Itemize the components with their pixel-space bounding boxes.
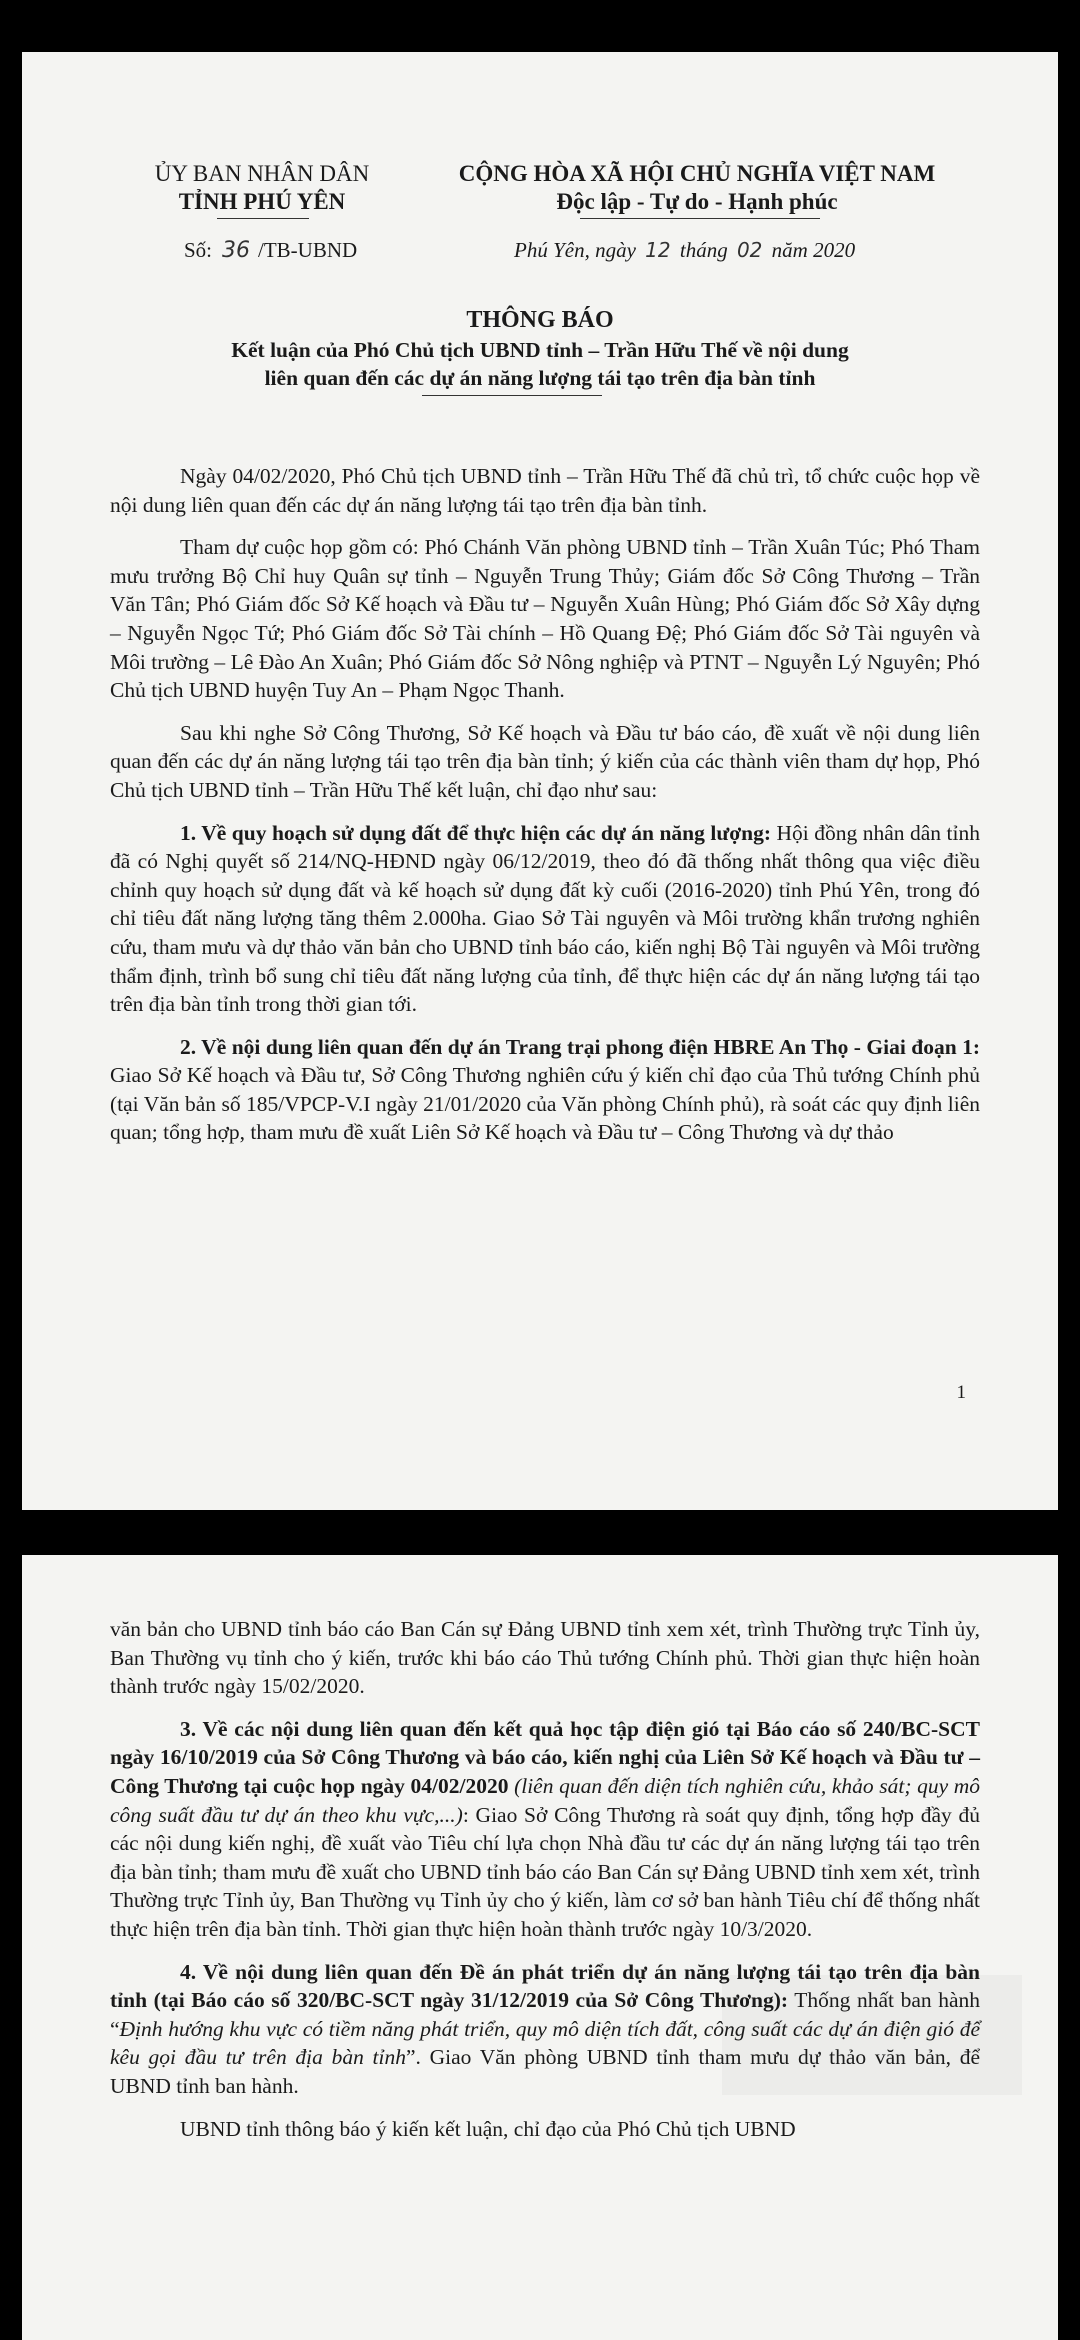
date-month-label: tháng (679, 238, 728, 262)
section-4-italic: Định hướng khu vực có tiềm năng phát triển, quy mô diện tích đất, công suất các dự án điện gió để kêu gọi đầu tư trên địa bàn tỉnh (110, 2016, 980, 2070)
issuer-underline (217, 218, 309, 219)
document-title: THÔNG BÁO (466, 307, 614, 333)
issuer-line-1: ỦY BAN NHÂN DÂN (154, 161, 370, 186)
subtitle-line-2: liên quan đến các dự án năng lượng tái tạo trên địa bàn tỉnh (264, 366, 816, 390)
doc-number-suffix: /TB-UBND (258, 238, 358, 262)
section-4-body-a: Thống nhất ban hành “ (110, 1988, 980, 2041)
date-day-handwritten: 12 (645, 238, 671, 262)
section-3-heading: 3. Về các nội dung liên quan đến kết quả học tập điện gió tại Báo cáo số 240/BC-SCT ngày 16/10/2019 của Sở Công Thương và báo cáo, kiến nghị của Liên Sở Kế hoạch và Đầu tư – Công Thương tại cuộc họp ngày 04/02/2020 (110, 1716, 980, 1798)
section-2-body: Giao Sở Kế hoạch và Đầu tư, Sở Công Thương nghiên cứu ý kiến chỉ đạo của Thủ tướng Chính phủ (tại Văn bản số 185/VPCP-V.I ngày 21/01/2020 của Văn phòng Chính phủ), rà soát các quy định liên quan; tổng hợp, tham mưu đề xuất Liên Sở Kế hoạch và Đầu tư – Công Thương và dự thảo (110, 1063, 980, 1145)
section-3 (110, 1715, 980, 1944)
national-header (432, 160, 962, 216)
page-number: 1 (956, 1382, 966, 1403)
page-1-body (110, 462, 980, 1161)
section-2-heading: 2. Về nội dung liên quan đến dự án Trang trại phong điện HBRE An Thọ - Giai đoạn 1: (180, 1034, 980, 1059)
closing-paragraph-partial: UBND tỉnh thông báo ý kiến kết luận, chỉ đạo của Phó Chủ tịch UBND (180, 2116, 796, 2141)
motto-underline (580, 218, 820, 219)
section-4-body-b: ”. Giao Văn phòng UBND tỉnh tham mưu dự thảo văn bản, để UBND tỉnh ban hành. (110, 2045, 981, 2098)
date-year: năm 2020 (771, 238, 856, 262)
section-3-italic: (liên quan đến diện tích nghiên cứu, khảo sát; quy mô công suất đầu tư dự án theo khu vực,...) (110, 1773, 980, 1827)
national-title: CỘNG HÒA XÃ HỘI CHỦ NGHĨA VIỆT NAM (458, 161, 936, 186)
paragraph-continuation: văn bản cho UBND tỉnh báo cáo Ban Cán sự Đảng UBND tỉnh xem xét, trình Thường trực Tỉnh ủy, Ban Thường vụ tỉnh cho ý kiến, trước khi báo cáo Thủ tướng Chính phủ. Thời gian thực hiện hoàn thành trước ngày 15/02/2020. (110, 1617, 980, 1699)
issuer-block (152, 160, 372, 216)
subtitle-underline (422, 395, 602, 396)
doc-number-prefix: Số: (184, 238, 213, 262)
page-2-body (110, 1615, 980, 2157)
section-1 (110, 819, 980, 1019)
section-2 (110, 1033, 980, 1147)
doc-number-handwritten: 36 (222, 238, 251, 263)
document-page-1 (22, 52, 1058, 1510)
section-3-body: : Giao Sở Công Thương rà soát quy định, tổng hợp đầy đủ các nội dung kiến nghị, đề xuất vào Tiêu chí lựa chọn Nhà đầu tư các dự án năng lượng tái tạo trên địa bàn tỉnh; tham mưu đề xuất cho UBND tỉnh báo cáo Ban Cán sự Đảng UBND tỉnh xem xét, trình Thường trực Tỉnh ủy, Ban Thường vụ Tỉnh ủy cho ý kiến, làm cơ sở ban hành Tiêu chí để thống nhất thực hiện trên địa bàn tỉnh. Thời gian thực hiện hoàn thành trước ngày 10/3/2020. (110, 1802, 980, 1941)
document-page-2 (22, 1555, 1058, 2340)
paragraph-meeting-intro: Ngày 04/02/2020, Phó Chủ tịch UBND tỉnh – Trần Hữu Thế đã chủ trì, tổ chức cuộc họp về nội dung liên quan đến các dự án năng lượng tái tạo trên địa bàn tỉnh. (110, 464, 980, 517)
section-1-body: Hội đồng nhân dân tỉnh đã có Nghị quyết số 214/NQ-HĐND ngày 06/12/2019, theo đó đã thống nhất thông qua việc điều chỉnh quy hoạch sử dụng đất và kế hoạch sử dụng đất kỳ cuối (2016-2020) tỉnh Phú Yên, trong đó chỉ tiêu đất năng lượng tăng thêm 2.000ha. Giao Sở Tài nguyên và Môi trường khẩn trương nghiên cứu, tham mưu và dự thảo văn bản cho UBND tỉnh báo cáo, kiến nghị Bộ Tài nguyên và Môi trường thẩm định, trình bổ sung chỉ tiêu đất năng lượng của tỉnh, để thực hiện các dự án năng lượng tái tạo trên địa bàn tỉnh trong thời gian tới. (110, 820, 980, 1017)
document-subtitle (22, 336, 1058, 392)
issuer-line-2: TỈNH PHÚ YÊN (178, 189, 346, 214)
section-4 (110, 1958, 980, 2101)
national-motto: Độc lập - Tự do - Hạnh phúc (556, 189, 838, 214)
paragraph-conclusion-intro: Sau khi nghe Sở Công Thương, Sở Kế hoạch và Đầu tư báo cáo, đề xuất về nội dung liên quan đến các dự án năng lượng tái tạo trên địa bàn tỉnh; ý kiến của các thành viên tham dự họp, Phó Chủ tịch UBND tỉnh – Trần Hữu Thế kết luận, chỉ đạo như sau: (110, 720, 980, 802)
section-4-heading: 4. Về nội dung liên quan đến Đề án phát triển dự án năng lượng tái tạo trên địa bàn tỉnh (tại Báo cáo số 320/BC-SCT ngày 31/12/2019 của Sở Công Thương): (110, 1959, 980, 2013)
document-date (514, 238, 855, 263)
date-month-handwritten: 02 (736, 238, 763, 262)
subtitle-line-1: Kết luận của Phó Chủ tịch UBND tỉnh – Trần Hữu Thế về nội dung (231, 338, 849, 362)
document-number (184, 238, 357, 263)
section-1-heading: 1. Về quy hoạch sử dụng đất để thực hiện các dự án năng lượng: (180, 820, 771, 845)
paragraph-attendees: Tham dự cuộc họp gồm có: Phó Chánh Văn phòng UBND tỉnh – Trần Xuân Túc; Phó Tham mưu trưởng Bộ Chỉ huy Quân sự tỉnh – Nguyễn Trung Thủy; Giám đốc Sở Công Thương – Trần Văn Tân; Phó Giám đốc Sở Kế hoạch và Đầu tư – Nguyễn Xuân Hùng; Phó Giám đốc Sở Xây dựng – Nguyễn Ngọc Tứ; Phó Giám đốc Sở Tài chính – Hồ Quang Đệ; Phó Giám đốc Sở Tài nguyên và Môi trường – Lê Đào An Xuân; Phó Giám đốc Sở Nông nghiệp và PTNT – Nguyễn Lý Nguyên; Phó Chủ tịch UBND huyện Tuy An – Phạm Ngọc Thanh. (110, 535, 980, 703)
date-place: Phú Yên, ngày (514, 238, 636, 262)
